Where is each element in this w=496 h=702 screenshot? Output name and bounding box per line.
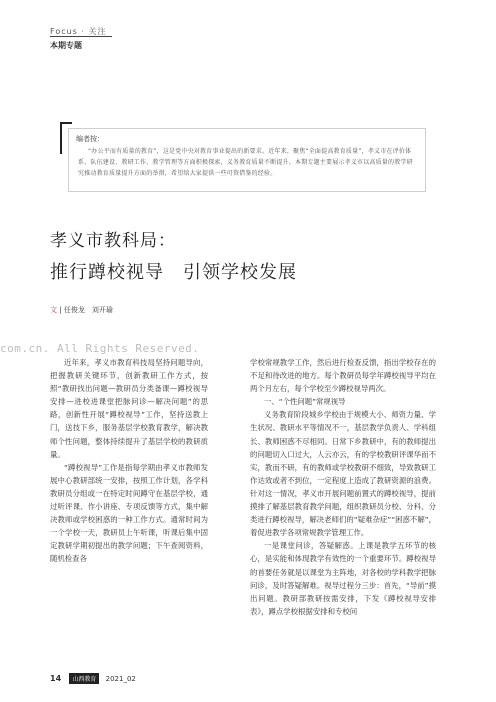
- paragraph: 近年来，孝义市教育科技局坚持问题导向，把握教研关键环节，创新教研工作方式，按照“教研找出问题—教研员分类备课—蹲校视导安排—进校进课堂把脉问诊—解决问题”的思路，创新性开展“蹲校视导”工作，坚持送教上门，送技下乡，服务基层学校教育教学，解决教师个性问题，整体持续提升了基层学校的教研质量。: [50, 358, 208, 459]
- page-footer: [50, 673, 136, 684]
- editor-note-label: 编者按：: [76, 135, 104, 143]
- paragraph: “蹲校视导”工作是指每学期由孝义市教师发展中心教研部统一安排，按照工作计划，各学科教研员分组或一在特定时间蹲守在基层学校，通过听评课、作小讲座、专项反馈等方式，集中解决教师或学校困惑的一种工作方式。通常时间为一个学校一天，教研员上午听课，听课后集中固定教研学期初提出的教学问题；下午查阅资料，随机检查各: [50, 462, 208, 564]
- paragraph: 一是课堂问诊，答疑解惑。上课是教学五环节的核心，是实能和体现教学有效性的一个重要环节。蹲校视导的首要任务就是以课堂为主阵地，对各校的学科教学把脉问诊，及时答疑解难。视导过程分三步：首先，“导前”摸出问题。教研部教研按需安排，下发《蹲校视导安排表》，蹲点学校根据安排和专校问: [250, 541, 436, 616]
- byline-prefix: 文: [50, 306, 57, 314]
- body-column-right: [250, 356, 436, 618]
- paragraph: 义务教育阶段城乡学校由于规模大小、师资力量、学生状况、教研水平等情况不一，基层教学负责人、学科组长、教师困惑不尽相同。日常下乡教研中，有的教师提出的问题切入口过大，人云亦云，有的学校教研评课华而不实，教而不研，有的教师或学校教研不细致，导致教研工作达效或者不到位，一定程度上造成了教研资源的浪费。针对这一情况，孝义市开展问题前置式的蹲校视导，提前摸排了解基层教育教学问题，组织教研员分校、分科、分类进行蹲校视导，解决老师们的“疑难杂症”“困惑不解”，着促进教学各项常规教学管理工作。: [250, 410, 436, 538]
- article-title-line1: 孝义市教科局：: [50, 231, 176, 251]
- header-rule: [50, 36, 112, 37]
- page-number: 14: [50, 674, 62, 683]
- issue-number: 2021_02: [105, 675, 136, 683]
- copyright-watermark: com.cn. All Rights Reserved.: [0, 342, 200, 355]
- column-label: Focus · 关注: [50, 27, 107, 36]
- column-subtitle: 本期专题: [50, 41, 82, 50]
- article-title-line2: 推行蹲校视导 引领学校发展: [50, 262, 297, 283]
- section-heading: 一、“个性问题”常规视导: [264, 397, 346, 407]
- byline-authors: | 任俊龙 刘开瑜: [59, 306, 113, 314]
- magazine-logo: 山西教育: [69, 673, 99, 684]
- byline: [50, 305, 113, 315]
- paragraph: 学校常规教学工作，然后进行检查反馈，指出学校存在的不足和待改进的地方。每个教研员每学年蹲校视导平均在两个月左右，每个学校至少蹲校视导两次。: [250, 358, 436, 394]
- editor-note-text: “办公平而有质量的教育”，这是党中央对教育事业提出的新要求。近年来，聚焦“全面提高教育质量”，孝义市在评价体系、队伍建设、教研工作、教学管理等方面积极探索，义务教育质量不断提升。本期专题主要展示孝义市以高质量的教学研究推动教育质量提升方面的举措，希望给大家提供一些可资借鉴的经验。: [78, 148, 413, 177]
- body-column-left: [50, 356, 208, 566]
